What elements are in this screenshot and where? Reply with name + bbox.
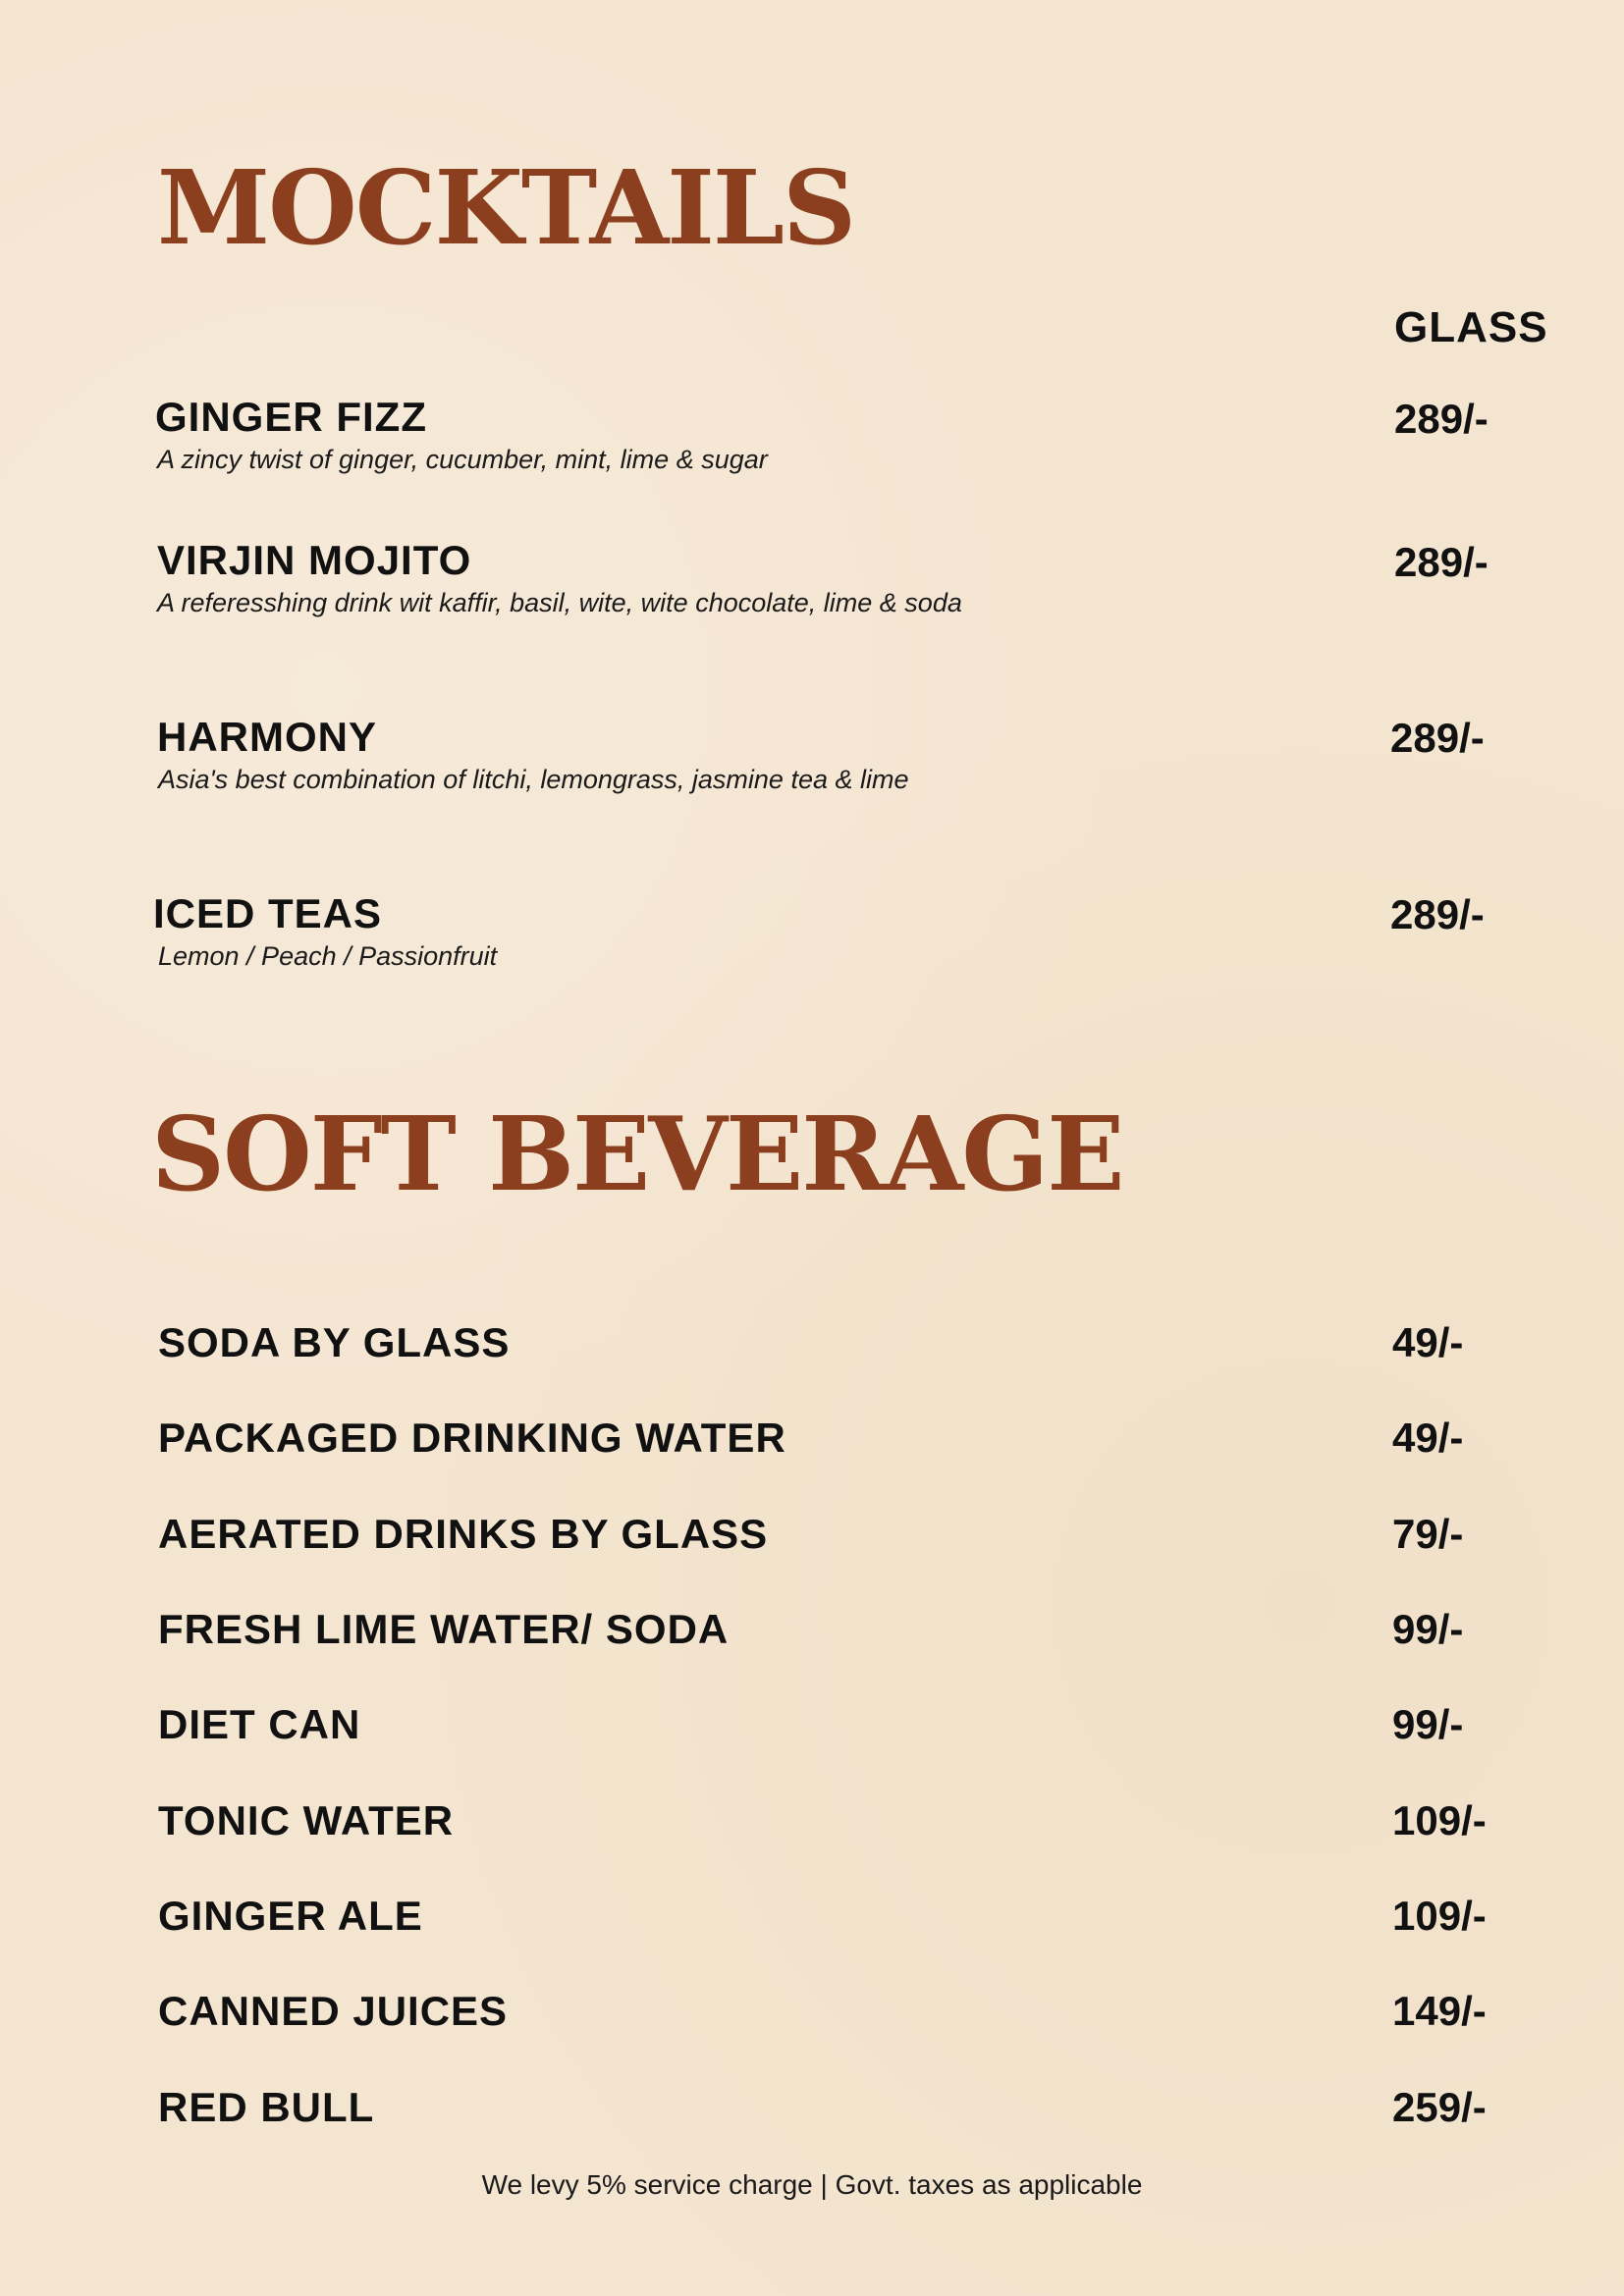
mocktail-description: Lemon / Peach / Passionfruit <box>158 941 498 971</box>
mocktail-name: GINGER FIZZ <box>155 394 427 440</box>
beverage-name: CANNED JUICES <box>158 1988 509 2034</box>
mocktail-description: A zincy twist of ginger, cucumber, mint, lime & sugar <box>157 445 768 474</box>
soft-beverage-title: SOFT BEVERAGE <box>151 1094 1123 1214</box>
beverage-price: 109/- <box>1392 1797 1487 1843</box>
mocktail-name: HARMONY <box>157 714 377 760</box>
beverage-price: 109/- <box>1392 1893 1487 1939</box>
mocktail-description: A referesshing drink wit kaffir, basil, wite, wite chocolate, lime & soda <box>157 588 962 617</box>
beverage-price: 49/- <box>1392 1319 1464 1365</box>
mocktail-price: 289/- <box>1390 891 1485 937</box>
beverage-price: 99/- <box>1392 1606 1464 1652</box>
beverage-name: PACKAGED DRINKING WATER <box>158 1415 786 1461</box>
beverage-price: 49/- <box>1392 1415 1464 1461</box>
beverage-price: 259/- <box>1392 2084 1487 2130</box>
beverage-name: RED BULL <box>158 2084 375 2130</box>
beverage-price: 79/- <box>1392 1511 1464 1557</box>
beverage-name: GINGER ALE <box>158 1893 423 1939</box>
beverage-name: TONIC WATER <box>158 1797 455 1843</box>
mocktail-price: 289/- <box>1394 539 1489 585</box>
beverage-name: FRESH LIME WATER/ SODA <box>158 1606 730 1652</box>
footer-note: We levy 5% service charge | Govt. taxes as applicable <box>481 2169 1143 2200</box>
mocktail-price: 289/- <box>1390 715 1485 761</box>
mocktail-description: Asia's best combination of litchi, lemongrass, jasmine tea & lime <box>158 765 909 794</box>
mocktail-price: 289/- <box>1394 396 1489 442</box>
beverage-price: 149/- <box>1392 1988 1487 2034</box>
beverage-name: DIET CAN <box>158 1701 361 1747</box>
mocktails-title: MOCKTAILS <box>157 147 855 268</box>
beverage-price: 99/- <box>1392 1701 1464 1747</box>
mocktail-name: VIRJIN MOJITO <box>157 537 472 583</box>
beverage-name: AERATED DRINKS BY GLASS <box>158 1511 769 1557</box>
mocktail-name: ICED TEAS <box>153 890 383 936</box>
glass-column-header: GLASS <box>1394 303 1548 351</box>
beverage-name: SODA BY GLASS <box>158 1319 511 1365</box>
